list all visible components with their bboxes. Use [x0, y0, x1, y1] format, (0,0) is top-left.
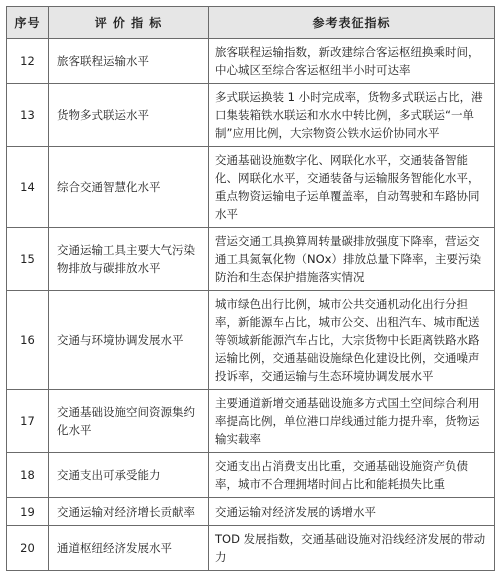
header-num: 序号	[7, 7, 49, 39]
table-row	[7, 453, 495, 498]
table-row	[7, 39, 495, 84]
row-num: 15	[7, 228, 49, 291]
row-num: 18	[7, 453, 49, 498]
row-reference: 交通运输对经济发展的诱增水平	[209, 498, 495, 526]
row-reference: 城市绿色出行比例，城市公共交通机动化出行分担率，新能源车占比，城市公交、出租汽车、城市配送等领域新能源汽车占比，大宗货物中长距离铁路水路运输比例，交通基础设施绿色化建设比例，交通噪声投诉率，交通运输与生态环境协调发展水平	[209, 291, 495, 390]
row-indicator: 交通运输对经济增长贡献率	[49, 498, 209, 526]
row-indicator: 交通基础设施空间资源集约化水平	[49, 390, 209, 453]
row-indicator: 综合交通智慧化水平	[49, 147, 209, 228]
table-row	[7, 228, 495, 291]
table-row	[7, 147, 495, 228]
row-num: 19	[7, 498, 49, 526]
table-row	[7, 291, 495, 390]
row-reference: 旅客联程运输指数，新改建综合客运枢纽换乘时间，中心城区至综合客运枢纽半小时可达率	[209, 39, 495, 84]
row-indicator: 货物多式联运水平	[49, 84, 209, 147]
row-num: 16	[7, 291, 49, 390]
table-row	[7, 390, 495, 453]
table-row	[7, 526, 495, 571]
table-row	[7, 498, 495, 526]
row-num: 20	[7, 526, 49, 571]
row-num: 14	[7, 147, 49, 228]
row-reference: 多式联运换装 1 小时完成率，货物多式联运占比，港口集装箱铁水联运和水水中转比例，多式联运“一单制”应用比例，大宗物资公铁水运价协同水平	[209, 84, 495, 147]
row-num: 17	[7, 390, 49, 453]
row-indicator: 交通运输工具主要大气污染物排放与碳排放水平	[49, 228, 209, 291]
row-num: 13	[7, 84, 49, 147]
table-header-row	[7, 7, 495, 39]
row-num: 12	[7, 39, 49, 84]
header-reference: 参考表征指标	[209, 7, 495, 39]
row-reference: TOD 发展指数，交通基础设施对沿线经济发展的带动力	[209, 526, 495, 571]
row-indicator: 交通与环境协调发展水平	[49, 291, 209, 390]
row-indicator: 通道枢纽经济发展水平	[49, 526, 209, 571]
indicator-table	[6, 6, 495, 571]
row-reference: 交通基础设施数字化、网联化水平，交通装备智能化、网联化水平，交通装备与运输服务智能化水平，重点物资运输电子运单覆盖率，自动驾驶和车路协同水平	[209, 147, 495, 228]
header-indicator: 评 价 指 标	[49, 7, 209, 39]
table-row	[7, 84, 495, 147]
row-indicator: 旅客联程运输水平	[49, 39, 209, 84]
row-reference: 交通支出占消费支出比重，交通基础设施资产负债率，城市不合理拥堵时间占比和能耗损失比重	[209, 453, 495, 498]
row-reference: 主要通道新增交通基础设施多方式国土空间综合利用率提高比例，单位港口岸线通过能力提升率，货物运输实载率	[209, 390, 495, 453]
row-reference: 营运交通工具换算周转量碳排放强度下降率，营运交通工具氮氧化物（NOx）排放总量下降率，主要污染防治和生态保护措施落实情况	[209, 228, 495, 291]
row-indicator: 交通支出可承受能力	[49, 453, 209, 498]
